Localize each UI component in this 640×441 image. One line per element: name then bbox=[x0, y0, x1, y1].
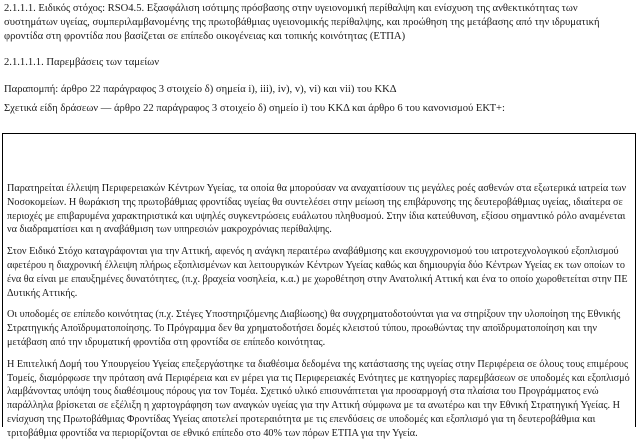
specific-objective-heading: 2.1.1.1. Ειδικός στόχος: RSO4.5. Εξασφάλιση ισότιμης πρόσβασης στην υγειονομική περίθαλψη και ενίσχυση της ανθεκτικότητας των συστημάτων υγείας, συμπεριλαμβανομένης της πρωτοβάθμιας υγειονομικής περίθαλψης, και προώθηση της μετάβασης από την ιδρυματική φροντίδα στη φροντίδα που βασίζεται σε επίπεδο οικογένειας και τοπικής κοινότητας (ΕΤΠΑ) bbox=[4, 3, 600, 43]
body-paragraph: Στον Ειδικό Στόχο καταγράφονται για την Αττική, αφενός η ανάγκη περαιτέρω αναβάθμισης και εκσυγχρονισμού του ιατροτεχνολογικού εξοπλισμού αφετέρου η διαχρονική έλλειψη πλήρως εξοπλισμένων και λειτουργικών Κέντρων Υγείας καθώς και δημιουργία δύο Κέντρων Υγείας εκ των οποίων το ένα θα είναι με επαυξημένες δυνατότητες, (π.χ. βραχεία νοσηλεία, κ.α.) με χωροθέτηση στην Ανατολική Αττική και ένα το οποίο χωροθετείται στην ΠΕ Δυτικής Αττικής. bbox=[7, 246, 628, 299]
body-paragraph: Η Επιτελική Δομή του Υπουργείου Υγείας επεξεργάστηκε τα διαθέσιμα δεδομένα της κατάστασης της υγείας στην Περιφέρεια σε όλους τους επιμέρους Τομείς, διαμόρφωσε την πρόταση ανά Περιφέρεια και εν μέρει για τις Περιφερειακές Ενότητες με κατηγορίες παρεμβάσεων σε υποδομές και εξοπλισμό λαμβάνοντας υπόψη τους διαθέσιμους πόρους για τον Τομέα. Σχετικό υλικό επισυνάπτεται για προσαρμογή στα πλαίσια του Προγράμματος ενώ παράλληλα βρίσκεται σε εξέλιξη η χαρτογράφηση των αναγκών υγείας για την Αττική σύμφωνα με τα ανωτέρω και την Εθνική Στρατηγική Υγείας. Η ενίσχυση της Πρωτοβάθμιας Φροντίδας Υγείας αποτελεί προτεραιότητα με τις επενδύσεις σε υποδομές και εξοπλισμό για τη δευτεροβάθμια και τριτοβάθμια φροντίδα να περιορίζονται σε εθνικό επίπεδο στο 40% των πόρων ΕΤΠΑ για την Υγεία. bbox=[7, 358, 630, 439]
body-paragraph: Παρατηρείται έλλειψη Περιφερειακών Κέντρων Υγείας, τα οποία θα μπορούσαν να αναχαιτίσουν τις μεγάλες ροές ασθενών στα εξωτερικά ιατρεία των Νοσοκομείων. Η θωράκιση της πρωτοβάθμιας φροντίδας υγείας θα συντελέσει στην μείωση της επιβάρυνσης της δευτεροβάθμιας υγείας, ιδιαίτερα σε περιοχές με επιβαρυμένα χαρακτηριστικά και υψηλές συγκεντρώσεις ευάλωτου πληθυσμού. Στην ίδια κατεύθυνση, εξίσου σημαντικό ρόλο αναμένεται να διαδραματίσει και η αναβάθμιση των υπηρεσιών μακροχρόνιας περίθαλψης. bbox=[7, 183, 627, 236]
body-paragraph: Οι υποδομές σε επίπεδο κοινότητας (π.χ. Στέγες Υποστηριζόμενης Διαβίωσης) θα συγχρηματοδοτούνται για να στηρίξουν την υλοποίηση της Εθνικής Στρατηγικής Αποϊδρυματοποίησης. Το Πρόγραμμα δεν θα χρηματοδοτήσει δομές κλειστού τύπου, προωθώντας την αποϊδρυματοποίηση και την μετάβαση από την ιδρυματική φροντίδα στη φροντίδα σε επίπεδο κοινότητας. bbox=[7, 309, 621, 348]
subsection-heading: 2.1.1.1.1. Παρεμβάσεις των ταμείων bbox=[4, 57, 160, 68]
text-box bbox=[2, 133, 636, 439]
reference-line: Παραπομπή: άρθρο 22 παράγραφος 3 στοιχείο δ) σημεία i), iii), iv), v), vi) και vii) του ΚΚΔ bbox=[4, 84, 397, 95]
related-actions-line: Σχετικά είδη δράσεων — άρθρο 22 παράγραφος 3 στοιχείο δ) σημείο i) του ΚΚΔ και άρθρο 6 του κανονισμού ΕΚΤ+: bbox=[4, 103, 505, 114]
